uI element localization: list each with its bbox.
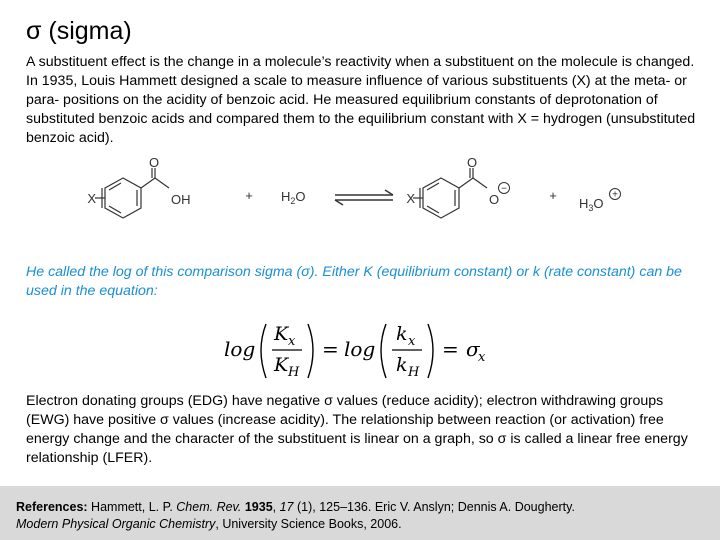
- numerator-k: k: [396, 323, 408, 345]
- log-term-1: log: [224, 337, 256, 361]
- intro-paragraph: A substituent effect is the change in a molecule’s reactivity when a substituent on the molecule is changed. In 1935, Louis Hammett designed a scale to measure influence of various substituents (X) at the meta- or para- positions on the acidity of benzoic acid. He measured equilibrium constants of deprotonation of substituted benzoic acids and compared them to the equilibrium constant with X = hydrogen (unsubstituted benzoic acid).: [26, 54, 696, 146]
- reference-pages-authors: (1), 125–136. Eric V. Anslyn; Dennis A. Dougherty.: [293, 500, 575, 514]
- denominator-k: k: [396, 354, 408, 376]
- carboxylate-o-label: O: [489, 192, 500, 207]
- plus-sign-2: +: [549, 188, 557, 203]
- carbonyl-o-left: O: [149, 155, 160, 170]
- denominator-K: K: [274, 354, 289, 376]
- substituent-x-left: X: [87, 191, 96, 206]
- denominator-subscript-H: H: [288, 365, 300, 380]
- positive-charge-icon: +: [612, 189, 618, 201]
- references-label: References:: [16, 500, 88, 514]
- reference-year: 1935: [244, 500, 273, 514]
- reference-book-title: Modern Physical Organic Chemistry: [16, 517, 216, 531]
- negative-charge-icon: −: [501, 183, 507, 195]
- edg-ewg-paragraph: Electron donating groups (EDG) have negative σ values (reduce acidity); electron withdrawing groups (EWG) have positive σ values (increase acidity). The relationship between reaction (or activation) free energy change and the character of the substituent is linear on a graph, so σ is called a linear free energy relationship (LFER).: [26, 393, 688, 466]
- sigma-symbol: σ: [466, 337, 480, 361]
- hydroxyl-label: OH: [171, 192, 191, 207]
- denominator-subscript-H-2: H: [408, 365, 420, 380]
- equals-sign-2: =: [442, 337, 459, 361]
- reference-volume: 17: [279, 500, 294, 514]
- plus-sign-1: +: [245, 188, 253, 203]
- numerator-subscript-x-2: x: [408, 334, 416, 349]
- reference-journal: Chem. Rev.: [176, 500, 242, 514]
- sigma-subscript-x: x: [478, 350, 486, 365]
- carbonyl-o-right: O: [467, 155, 478, 170]
- numerator-K: K: [274, 323, 289, 345]
- reference-publisher: , University Science Books, 2006.: [215, 517, 402, 531]
- equilibrium-arrow-icon: [335, 190, 393, 205]
- water-label: $H_2O$: [281, 189, 306, 206]
- log-term-2: log: [344, 337, 376, 361]
- benzoic-acid-structure: [95, 168, 169, 218]
- sigma-definition-paragraph: He called the log of this comparison sigma (σ). Either K (equilibrium constant) or k (rate constant) can be used in the equation:: [26, 264, 682, 299]
- hammett-equation: [222, 312, 502, 384]
- references-bar: [0, 486, 720, 540]
- hydronium-label: $H_3O$: [579, 196, 604, 213]
- equals-sign-1: =: [322, 337, 339, 361]
- reaction-scheme: [87, 155, 635, 233]
- benzoate-structure: [413, 168, 487, 218]
- references-text: References: Hammett, L. P. Chem. Rev. 1935, 17 (1), 125–136. Eric V. Anslyn; Dennis A. Dougherty. Modern Physical Organic Chemistry, University Science Books, 2006.: [16, 500, 575, 531]
- substituent-x-right: X: [406, 191, 415, 206]
- reference-hammett: Hammett, L. P.: [87, 500, 177, 514]
- numerator-subscript-x: x: [288, 334, 296, 349]
- slide-title: σ (sigma): [26, 17, 132, 45]
